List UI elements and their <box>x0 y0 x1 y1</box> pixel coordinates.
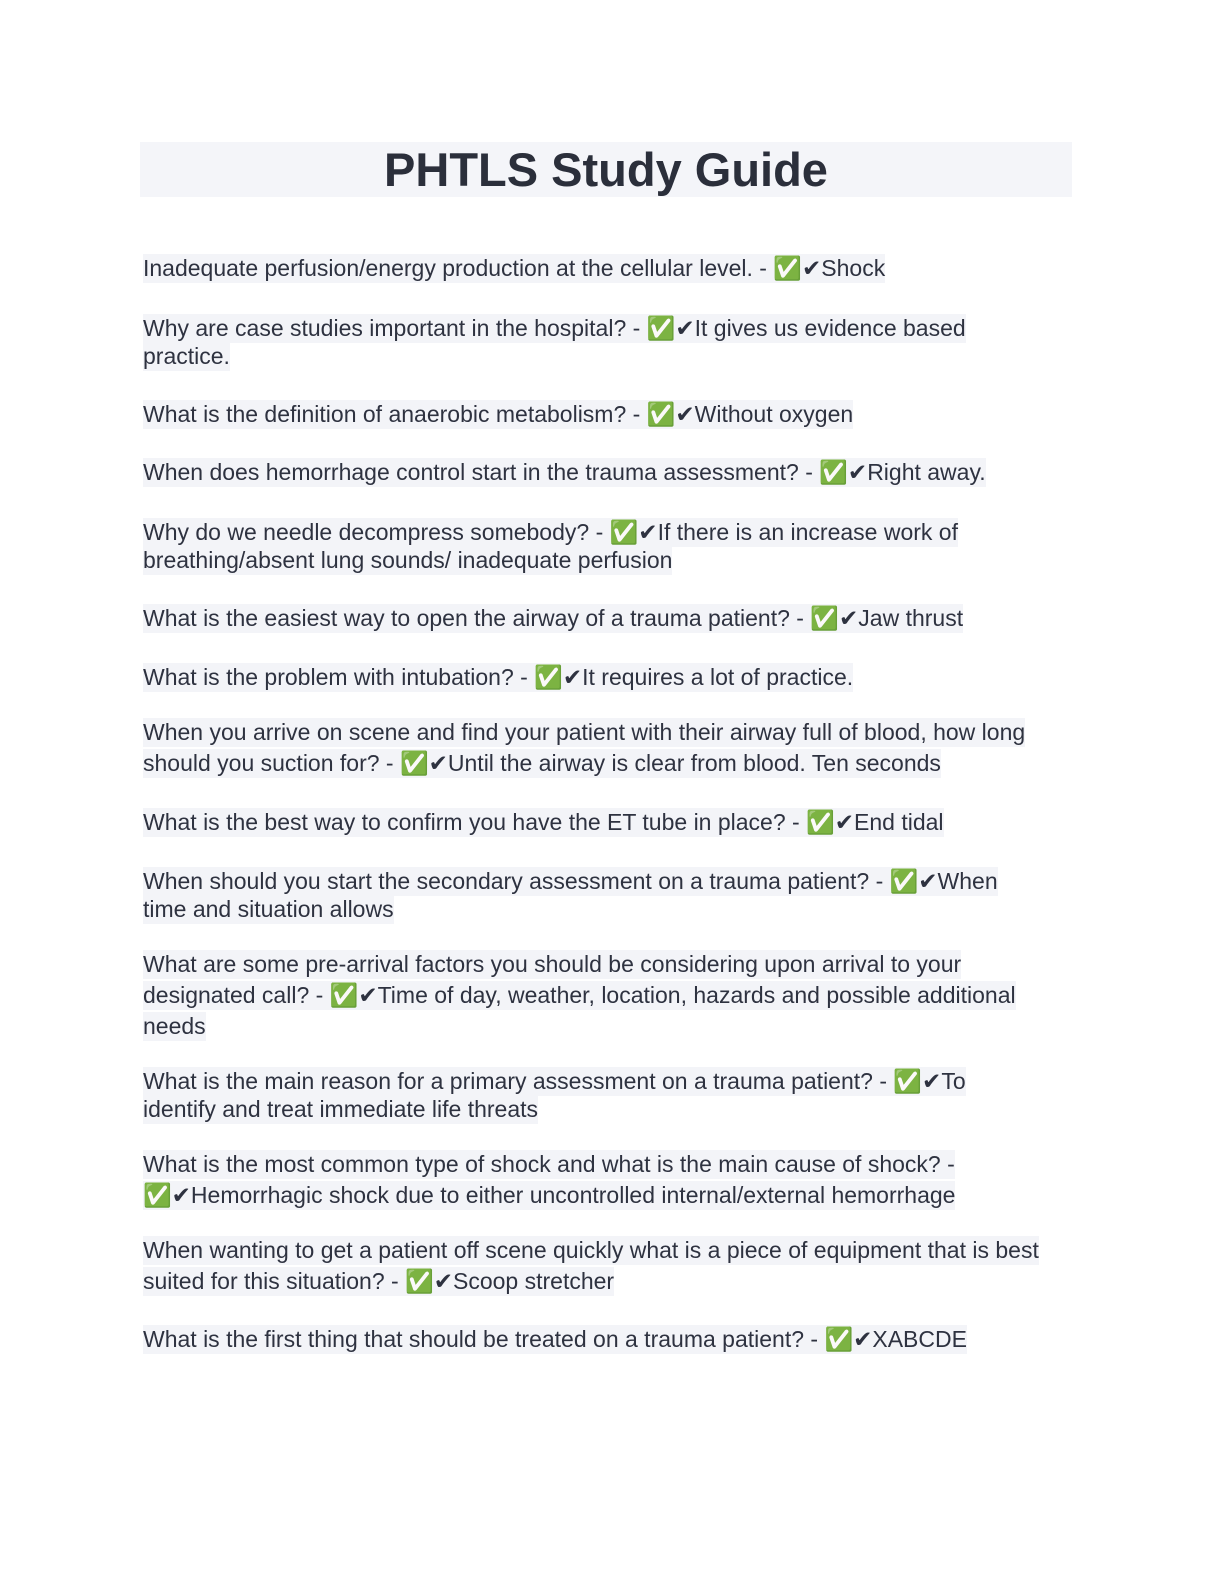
qa-item <box>143 458 1078 486</box>
qa-item <box>143 400 1078 428</box>
question-text: What is the most common type of shock and what is the main cause of shock? - <box>143 1151 955 1177</box>
qa-item <box>143 808 1078 836</box>
question-text: Why are case studies important in the hospital? - <box>143 315 647 341</box>
check-mark-icon: ✅✔ <box>534 664 583 690</box>
question-text: When wanting to get a patient off scene quickly what is a piece of equipment that is best suited for this situation? - <box>143 1237 1039 1294</box>
answer-text: XABCDE <box>872 1326 967 1352</box>
check-mark-icon: ✅✔ <box>806 809 855 835</box>
check-mark-icon: ✅✔ <box>646 401 695 427</box>
answer-text: To identify and treat immediate life threats <box>143 1068 966 1122</box>
question-text: What is the first thing that should be treated on a trauma patient? - <box>143 1326 825 1352</box>
answer-text: Jaw thrust <box>858 605 964 631</box>
answer-text: Until the airway is clear from blood. Ten seconds <box>447 750 941 776</box>
qa-item <box>143 314 1003 370</box>
qa-item <box>143 254 1078 282</box>
check-mark-icon: ✅✔ <box>405 1268 453 1294</box>
question-text: What is the definition of anaerobic metabolism? - <box>143 401 647 427</box>
answer-text: Right away. <box>867 459 986 485</box>
question-text: What is the easiest way to open the airway of a trauma patient? - <box>143 605 811 631</box>
answer-text: Scoop stretcher <box>453 1268 615 1294</box>
qa-item <box>143 1149 1013 1211</box>
qa-item <box>143 663 1078 691</box>
check-mark-icon: ✅✔ <box>399 750 448 776</box>
check-mark-icon: ✅✔ <box>646 315 695 341</box>
check-mark-icon: ✅✔ <box>609 519 658 545</box>
check-mark-icon: ✅✔ <box>329 982 378 1008</box>
answer-text: When time and situation allows <box>143 868 998 922</box>
qa-item <box>143 518 1003 574</box>
check-mark-icon: ✅✔ <box>893 1068 942 1094</box>
check-mark-icon: ✅✔ <box>889 868 938 894</box>
question-text: When should you start the secondary assessment on a trauma patient? - <box>143 868 890 894</box>
answer-text: End tidal <box>854 809 944 835</box>
check-mark-icon: ✅✔ <box>810 605 859 631</box>
answer-text: Time of day, weather, location, hazards and possible additional needs <box>143 982 1016 1039</box>
answer-text: Hemorrhagic shock due to either uncontrolled internal/external hemorrhage <box>190 1182 956 1208</box>
question-text: What is the problem with intubation? - <box>143 664 535 690</box>
answer-text: Shock <box>821 255 886 281</box>
page-title: PHTLS Study Guide <box>384 143 828 196</box>
answer-text: It gives us evidence based practice. <box>143 315 966 369</box>
question-text: What is the main reason for a primary assessment on a trauma patient? - <box>143 1068 894 1094</box>
question-text: What are some pre-arrival factors you should be considering upon arrival to your designated call? - <box>143 951 962 1008</box>
check-mark-icon: ✅✔ <box>824 1326 873 1352</box>
qa-item <box>143 867 1043 923</box>
check-mark-icon: ✅✔ <box>773 255 822 281</box>
check-mark-icon: ✅✔ <box>819 459 868 485</box>
check-mark-icon: ✅✔ <box>143 1182 191 1208</box>
question-text: What is the best way to confirm you have the ET tube in place? - <box>143 809 807 835</box>
answer-text: It requires a lot of practice. <box>582 664 854 690</box>
question-text: Inadequate perfusion/energy production at the cellular level. - <box>143 255 774 281</box>
answer-text: Without oxygen <box>694 401 854 427</box>
answer-text: If there is an increase work of breathing/absent lung sounds/ inadequate perfusion <box>143 519 958 573</box>
qa-item <box>143 604 1078 632</box>
question-text: Why do we needle decompress somebody? - <box>143 519 610 545</box>
qa-item <box>143 1325 1078 1353</box>
qa-item <box>143 717 1083 779</box>
question-text: When does hemorrhage control start in the trauma assessment? - <box>143 459 820 485</box>
question-text: When you arrive on scene and find your patient with their airway full of blood, how long should you suction for? - <box>143 719 1026 776</box>
qa-item <box>143 1235 1083 1297</box>
qa-item <box>143 949 1053 1042</box>
qa-item <box>143 1067 1013 1123</box>
